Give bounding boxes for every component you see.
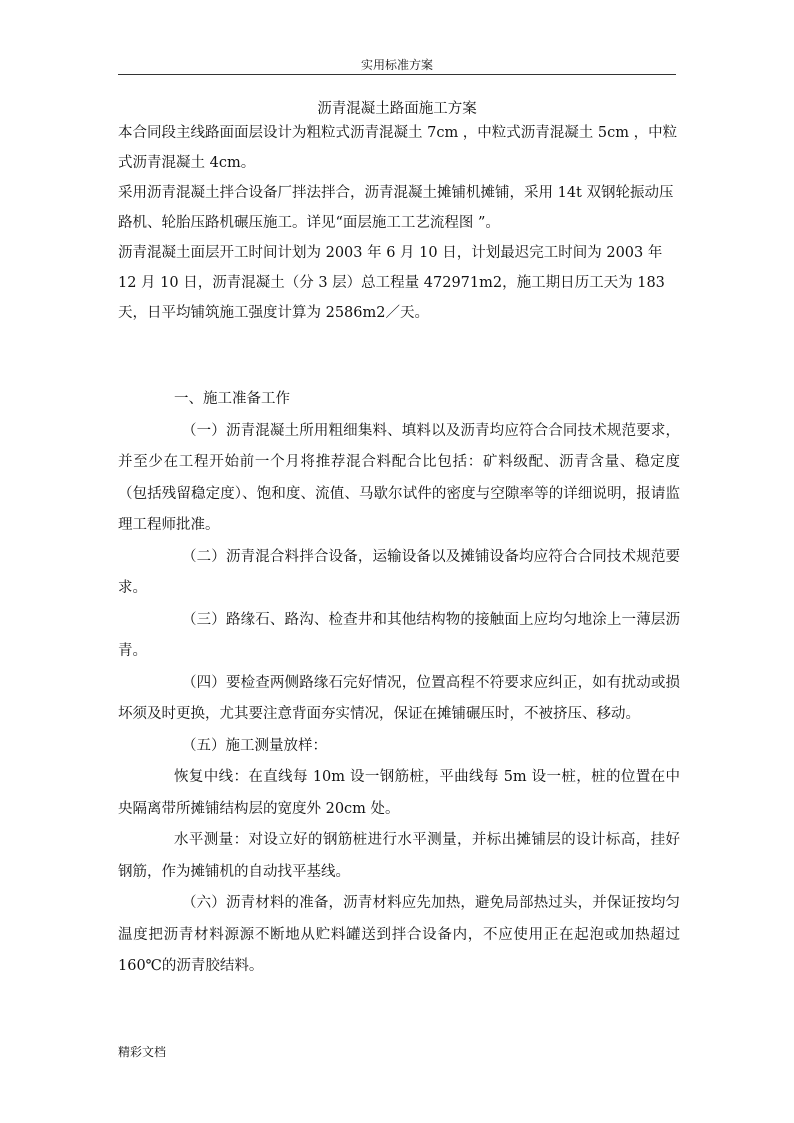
intro-paragraph: 本合同段主线路面面层设计为粗粒式沥青混凝土 7cm ，中粒式沥青混凝土 5cm ，中粒式沥青混凝土 4cm。 (118, 125, 678, 171)
section-item: （五）施工测量放样： (182, 737, 327, 754)
document-title: 沥青混凝土路面施工方案 (317, 101, 477, 117)
section-item: 恢复中线：在直线每 10m 设一钢筋桩，平曲线每 5m 设一桩，桩的位置在中央隔离带所摊铺结构层的宽度外 20cm 处。 (118, 769, 680, 817)
page-footer: 精彩文档 (118, 1045, 167, 1059)
intro-paragraph: 沥青混凝土面层开工时间计划为 2003 年 6 月 10 日，计划最迟完工时间为 2003 年 12 月 10 日，沥青混凝土（分 3 层）总工程量 472971m2，施工期日历工天为 183 天，日平均铺筑施工强度计算为 2586m2／天。 (118, 245, 665, 321)
section-item: （一）沥青混凝土所用粗细集料、填料以及沥青均应符合合同技术规范要求，并至少在工程开始前一个月将推荐混合料配合比包括：矿料级配、沥青含量、稳定度（包括残留稳定度）、饱和度、流值、马歇尔试件的密度与空隙率等的详细说明，报请监理工程师批准。 (118, 422, 680, 533)
section-item: （三）路缘石、路沟、检查井和其他结构物的接触面上应均匀地涂上一薄层沥青。 (118, 611, 680, 659)
preparation-section (118, 384, 680, 983)
section-item: （四）要检查两侧路缘石完好情况，位置高程不符要求应纠正，如有扰动或损坏须及时更换，尤其要注意背面夯实情况，保证在摊铺碾压时，不被挤压、移动。 (118, 674, 680, 722)
intro-paragraph: 采用沥青混凝土拌合设备厂拌法拌合，沥青混凝土摊铺机摊铺，采用 14t 双钢轮振动压路机、轮胎压路机碾压施工。详见“面层施工工艺流程图 ”。 (118, 185, 674, 231)
page-header: 实用标准方案 (360, 58, 433, 72)
header-divider (118, 74, 676, 75)
section-item: （二）沥青混合料拌合设备，运输设备以及摊铺设备均应符合合同技术规范要求。 (118, 548, 680, 596)
section-item: （六）沥青材料的准备，沥青材料应先加热，避免局部热过头，并保证按均匀温度把沥青材料源源不断地从贮料罐送到拌合设备内，不应使用正在起泡或加热超过 160℃的沥青胶结料。 (118, 895, 680, 974)
intro-section (118, 118, 680, 328)
section-heading: 一、施工准备工作 (174, 391, 290, 407)
section-item: 水平测量：对设立好的钢筋桩进行水平测量，并标出摊铺层的设计标高，挂好钢筋，作为摊铺机的自动找平基线。 (118, 832, 680, 880)
